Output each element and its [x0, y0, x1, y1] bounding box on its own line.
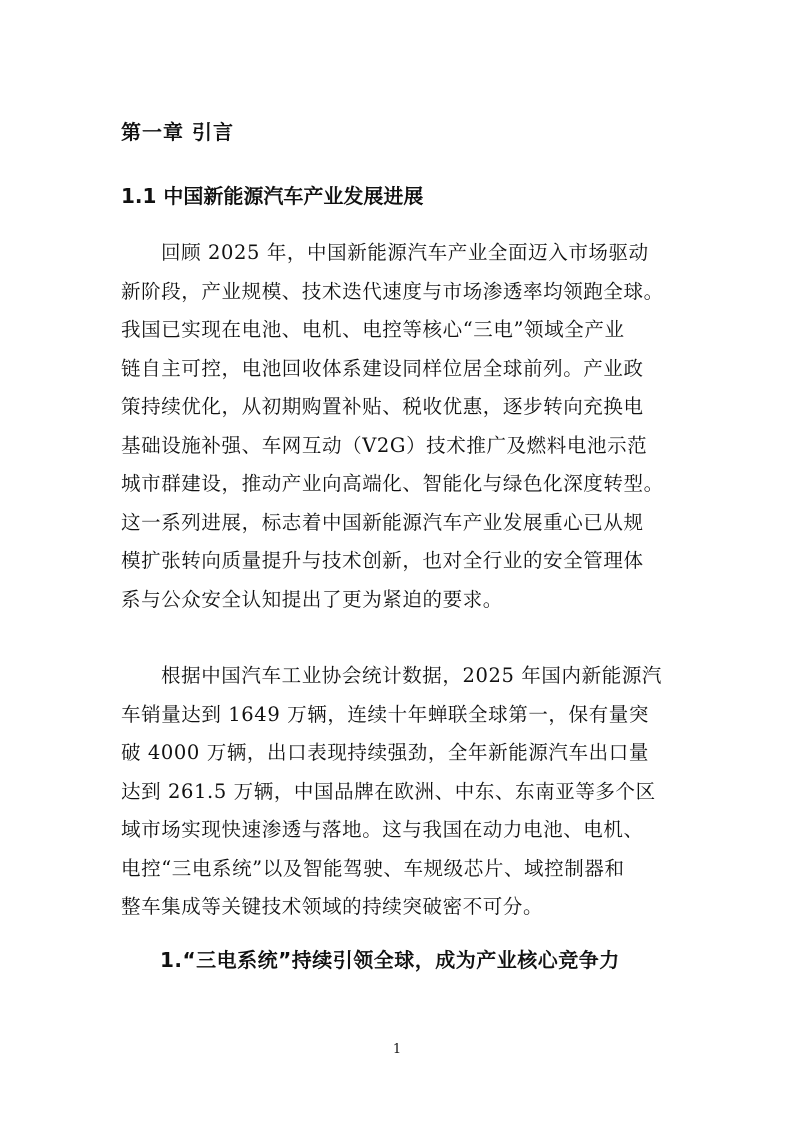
page-number: 1 — [392, 1042, 402, 1057]
paragraph-2 — [121, 657, 673, 927]
paragraph-line: 城市群建设，推动产业向高端化、智能化与绿色化深度转型。 — [121, 472, 664, 495]
paragraph-line: 电控“三电系统”以及智能驾驶、车规级芯片、域控制器和 — [121, 856, 625, 880]
subheading: 1.“三电系统”持续引领全球，成为产业核心竞争力 — [160, 948, 620, 972]
paragraph-line: 这一系列进展，标志着中国新能源汽车产业发展重心已从规 — [121, 510, 644, 534]
paragraph-line: 根据中国汽车工业协会统计数据，2025 年国内新能源汽 — [161, 664, 663, 687]
paragraph-line: 链自主可控，电池回收体系建设同样位居全球前列。产业政 — [121, 356, 644, 380]
paragraph-line: 达到 261.5 万辆，中国品牌在欧洲、中东、东南亚等多个区 — [121, 779, 656, 803]
paragraph-line: 整车集成等关键技术领域的持续突破密不可分。 — [121, 895, 544, 918]
paragraph-line: 策持续优化，从初期购置补贴、税收优惠，逐步转向充换电 — [121, 395, 644, 418]
paragraph-line: 系与公众安全认知提出了更为紧迫的要求。 — [121, 587, 503, 611]
paragraph-line: 模扩张转向质量提升与技术创新，也对全行业的安全管理体 — [121, 549, 644, 572]
paragraph-line: 基础设施补强、车网互动（V2G）技术推广及燃料电池示范 — [121, 433, 648, 457]
paragraph-line: 车销量达到 1649 万辆，连续十年蝉联全球第一，保有量突 — [121, 702, 649, 726]
paragraph-line: 新阶段，产业规模、技术迭代速度与市场渗透率均领跑全球。 — [121, 279, 664, 303]
paragraph-line: 域市场实现快速渗透与落地。这与我国在动力电池、电机、 — [121, 818, 644, 841]
paragraph-line: 破 4000 万辆，出口表现持续强劲，全年新能源汽车出口量 — [121, 741, 649, 764]
paragraph-line: 回顾 2025 年，中国新能源汽车产业全面迈入市场驱动 — [161, 241, 649, 264]
paragraph-1 — [121, 234, 673, 619]
chapter-title: 第一章 引言 — [121, 120, 234, 144]
section-title: 1.1 中国新能源汽车产业发展进展 — [121, 184, 424, 208]
paragraph-line: 我国已实现在电池、电机、电控等核心“三电”领域全产业 — [121, 318, 625, 341]
